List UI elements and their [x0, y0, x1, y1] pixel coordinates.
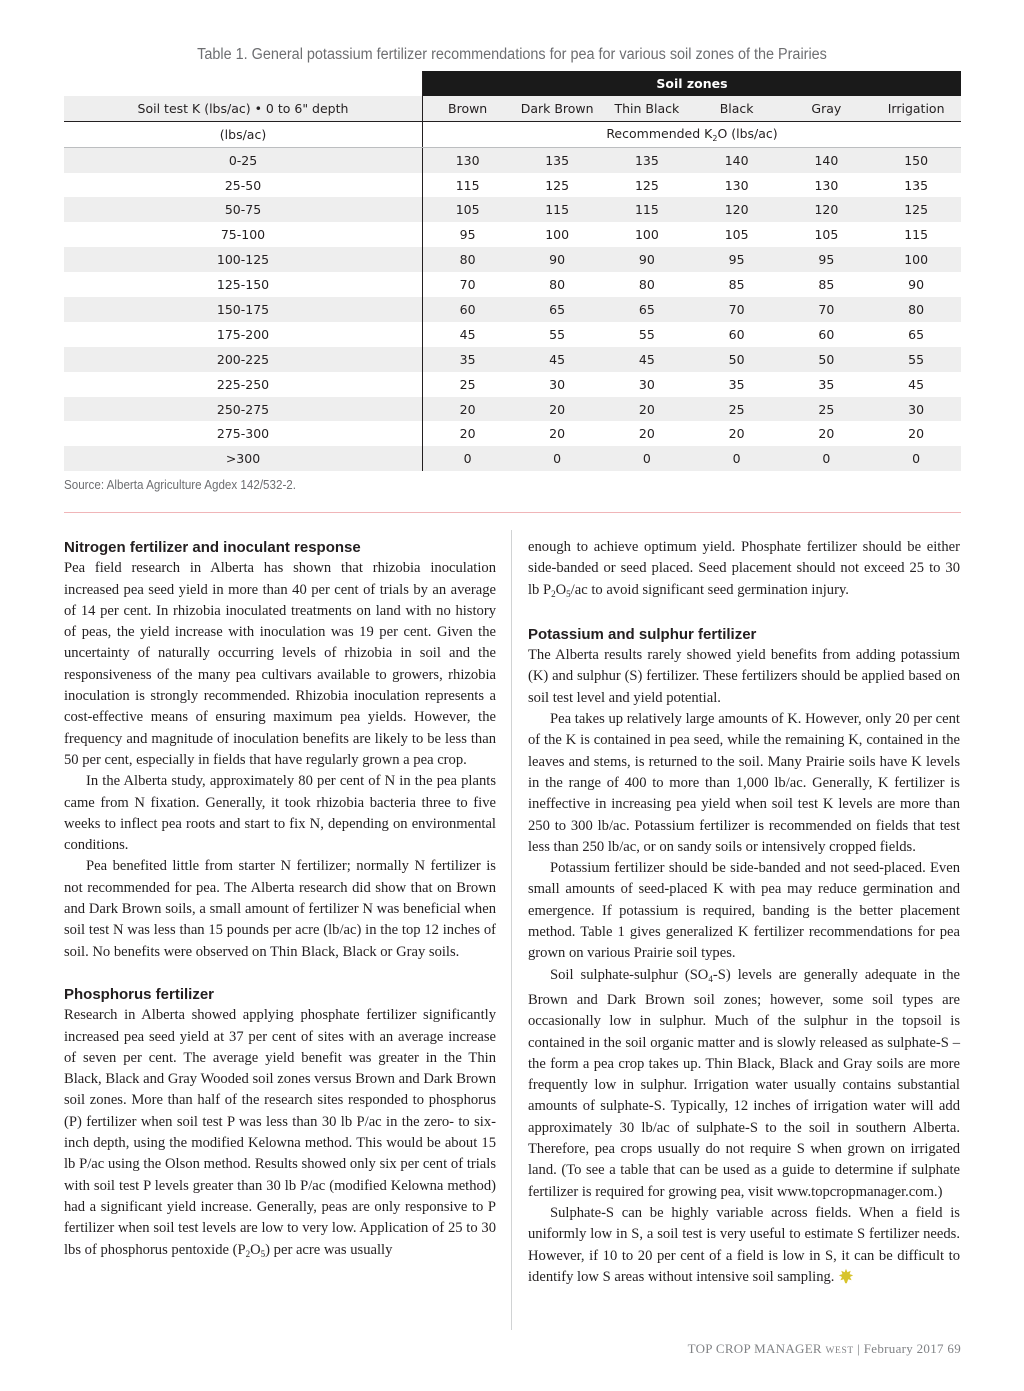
phosphorus-text-c: ) per acre was usually: [265, 1241, 393, 1258]
blank-corner: [64, 71, 423, 96]
sulphur-paragraph-1: [528, 965, 960, 1203]
recommendation-cell: 65: [512, 297, 602, 322]
recommendation-cell: 35: [728, 376, 745, 392]
recommendation-cell: 20: [908, 426, 925, 442]
recommendation-cell: 130: [423, 147, 513, 172]
soil-test-range: 50-75: [64, 197, 423, 222]
table-row: [64, 347, 961, 372]
recommendation-cell: 140: [782, 147, 872, 172]
recommendation-cell: 85: [728, 277, 745, 293]
recommendation-cell: 30: [638, 376, 655, 392]
units-left: (lbs/ac): [64, 121, 423, 147]
col-header-irrigation: Irrigation: [871, 96, 961, 121]
table-row: [64, 147, 961, 172]
recommendation-cell: 135: [602, 147, 692, 172]
table-row: [64, 446, 961, 471]
recommendation-cell: 95: [692, 247, 782, 272]
page-footer: [688, 1341, 961, 1357]
soil-test-range: >300: [64, 446, 423, 471]
recommendation-cell: 55: [549, 326, 566, 342]
recommendation-cell: 20: [728, 426, 745, 442]
recommendation-cell: 115: [512, 197, 602, 222]
recommendation-cell: 100: [634, 227, 659, 243]
phosphorus-continuation: [528, 537, 960, 605]
recommendation-cell: 0: [602, 446, 692, 471]
col-header-dark-brown: Dark Brown: [512, 96, 602, 121]
soil-test-range: 175-200: [64, 322, 423, 347]
table-row: [64, 197, 961, 222]
recommendation-cell: 20: [638, 426, 655, 442]
soil-test-range: 75-100: [64, 222, 423, 247]
recommendation-cell: 50: [782, 347, 872, 372]
units-row: [64, 121, 961, 147]
col-header-thin-black: Thin Black: [602, 96, 692, 121]
soil-test-range: 0-25: [64, 147, 423, 172]
potassium-paragraph-2: Pea takes up relatively large amounts of K. However, only 20 per cent of the K is contained in pea seed, while the remaining K, contained in the leaves and stems, is returned to the soil. Many Prairie soils have K levels in the range of 400 to more than 1,000 lb/ac. Generally, K fertilizer is ineffective in increasing pea yield when soil test K levels are more than 250 to 300 lb/ac. Potassium fertilizer is recommended on fields that test less than 250 lb/ac, or on sandy soils or intensively cropped fields.: [528, 711, 960, 855]
recommendation-cell: 60: [728, 326, 745, 342]
soil-zones-heading: Soil zones: [423, 71, 962, 96]
recommendation-cell: 90: [602, 247, 692, 272]
soil-zones-header-row: [64, 71, 961, 96]
recommendation-cell: 140: [692, 147, 782, 172]
recommendation-cell: 70: [782, 297, 872, 322]
recommendation-cell: 135: [512, 147, 602, 172]
table-row: [64, 173, 961, 198]
footer-edition: WEST: [825, 1346, 854, 1356]
recommendation-cell: 65: [602, 297, 692, 322]
recommendation-cell: 0: [782, 446, 872, 471]
recommendation-cell: 70: [459, 277, 476, 293]
column-header-row: [64, 96, 961, 121]
table-row: [64, 397, 961, 422]
recommendation-cell: 80: [871, 297, 961, 322]
phosphorus-sub-b: 5: [260, 1248, 266, 1259]
recommendation-cell: 25: [692, 397, 782, 422]
recommendation-cell: 105: [423, 197, 513, 222]
leaf-end-mark-icon: [838, 1268, 854, 1284]
phos-cont-text-a: enough to achieve optimum yield. Phosphate fertilizer should be either side-banded or seed placed. Seed placement should not exceed 25 to 30 lb P: [528, 539, 960, 598]
recommendation-cell: 45: [602, 347, 692, 372]
potassium-paragraph-3: Potassium fertilizer should be side-banded and not seed-placed. Even small amounts of seed-placed K with pea may reduce germination and emergence. If potassium is required, banding is the better placement method. Table 1 gives generalized K fertilizer recommendations for pea grown on various Prairie soil types.: [528, 860, 960, 962]
soil-test-range: 125-150: [64, 272, 423, 297]
table-row: [64, 372, 961, 397]
recommendation-cell: 20: [602, 397, 692, 422]
recommendation-cell: 100: [871, 247, 961, 272]
potassium-recommendation-table: [64, 71, 961, 471]
footer-issue: | February 2017: [857, 1341, 944, 1356]
recommendation-cell: 0: [423, 446, 513, 471]
soil-test-range: 100-125: [64, 247, 423, 272]
recommendation-cell: 0: [871, 446, 961, 471]
recommendation-cell: 0: [692, 446, 782, 471]
table-row: [64, 297, 961, 322]
table-row: [64, 322, 961, 347]
potassium-heading: Potassium and sulphur fertilizer: [528, 625, 757, 643]
recommendation-cell: 0: [512, 446, 602, 471]
recommendation-cell: 90: [512, 247, 602, 272]
soil-test-range: 200-225: [64, 347, 423, 372]
recommendation-cell: 60: [423, 297, 513, 322]
phosphorus-heading: Phosphorus fertilizer: [64, 985, 215, 1003]
table-row: [64, 421, 961, 446]
recommendation-cell: 20: [549, 426, 566, 442]
footer-page-number: 69: [947, 1341, 961, 1356]
nitrogen-paragraph-1: Pea field research in Alberta has shown that rhizobia inoculation increased pea seed yield in more than 40 per cent of trials by an average of 14 per cent. In rhizobia inoculated treatments on land with no history of peas, the yield increase with inoculation was 19 per cent. Given the uncertainty of naturally occurring levels of rhizobia in soil and the responsiveness of the many pea cultivars available to growers, rhizobia inoculation is strongly recommended. Rhizobia inoculation represents a cost-effective means of ensuring maximum pea yields. However, the frequency and magnitude of inoculation benefits are likely to be less than 50 per cent, especially in fields that have regularly grown a pea crop.: [64, 560, 496, 768]
sulphur-paragraph-2: [528, 1203, 960, 1288]
row-header-label: Soil test K (lbs/ac) • 0 to 6" depth: [64, 96, 423, 121]
recommendation-cell: 45: [908, 376, 925, 392]
table-row: [64, 272, 961, 297]
recommendation-cell: 105: [724, 227, 749, 243]
footer-magazine: TOP CROP MANAGER: [687, 1341, 822, 1356]
recommendation-cell: 60: [818, 326, 835, 342]
recommendation-cell: 125: [545, 177, 570, 193]
recommendation-cell: 120: [692, 197, 782, 222]
recommendation-cell: 25: [782, 397, 872, 422]
phos-cont-sub-b: 5: [566, 588, 571, 599]
recommendation-cell: 80: [423, 247, 513, 272]
recommendation-cell: 20: [423, 397, 513, 422]
recommendation-cell: 35: [818, 376, 835, 392]
column-divider: [511, 530, 512, 1330]
units-right-sub: 2: [712, 133, 718, 143]
recommendation-cell: 125: [871, 197, 961, 222]
nitrogen-paragraph-3: Pea benefited little from starter N fertilizer; normally N fertilizer is not recommended for pea. The Alberta research did show that on Brown and Dark Brown soils, a small amount of fertilizer N was beneficial when soil test N was less than 15 pounds per acre (lb/ac) in the top 12 inches of soil. No benefits were observed on Thin Black, Black or Gray soils.: [64, 858, 496, 960]
recommendation-cell: 150: [871, 147, 961, 172]
table-row: [64, 222, 961, 247]
sulphur-text-b: -S) levels are generally adequate in the Brown and Dark Brown soil zones; however, some soil types are occasionally low in sulphur. Much of the sulphur in the topsoil is contained in the soil organic matter and is slowly released as sulphate-S – the form a pea crop takes up. Thin Black, Black and Gray soils are more frequently low in sulphur. Irrigation water usually contains substantial amounts of sulphate-S. Typically, 12 inches of irrigation water will add approximately 30 lb/ac of sulphate-S to the soil in southern Alberta. Therefore, pea crops usually do not require S when grown on irrigated land. (To see a table that can be used as a guide to determine if sulphate fertilizer is required for growing pea, visit www.topcropmanager.com.): [528, 966, 960, 1200]
soil-test-range: 225-250: [64, 372, 423, 397]
recommendation-cell: 90: [908, 277, 925, 293]
nitrogen-heading: Nitrogen fertilizer and inoculant response: [64, 539, 361, 556]
recommendation-cell: 115: [904, 227, 929, 243]
section-divider: [64, 512, 961, 513]
table-source: Source: Alberta Agriculture Agdex 142/532-2.: [64, 478, 297, 492]
sulphur-text-c: Sulphate-S can be highly variable across fields. When a field is uniformly low in S, a soil test is very useful to estimate S fertilizer needs. However, if 10 to 20 per cent of a field is low in S, it can be difficult to identify low S areas without intensive soil sampling.: [528, 1204, 960, 1285]
recommendation-cell: 30: [549, 376, 566, 392]
recommendation-cell: 70: [692, 297, 782, 322]
recommendation-cell: 95: [459, 227, 476, 243]
recommendation-cell: 105: [814, 227, 839, 243]
recommendation-cell: 30: [871, 397, 961, 422]
recommendation-cell: 45: [459, 326, 476, 342]
recommendation-cell: 35: [423, 347, 513, 372]
recommendation-cell: 130: [724, 177, 749, 193]
recommendation-cell: 55: [871, 347, 961, 372]
nitrogen-paragraph-2: In the Alberta study, approximately 80 per cent of N in the pea plants came from N fixation. Generally, it took rhizobia bacteria three to five weeks to inflect pea roots and start to fix N, depending on environmental conditions.: [64, 773, 496, 854]
recommendation-cell: 50: [692, 347, 782, 372]
left-column: [64, 537, 496, 1265]
soil-test-range: 25-50: [64, 173, 423, 198]
recommendation-cell: 130: [814, 177, 839, 193]
units-right-post: O (lbs/ac): [717, 125, 778, 141]
sulphur-text-a: Soil sulphate-sulphur (SO: [550, 966, 709, 983]
phos-cont-sub-a: 2: [551, 588, 556, 599]
recommendation-cell: 45: [512, 347, 602, 372]
phosphorus-sub-a: 2: [245, 1248, 251, 1259]
soil-test-range: 150-175: [64, 297, 423, 322]
col-header-gray: Gray: [782, 96, 872, 121]
recommendation-cell: 20: [459, 426, 476, 442]
phosphorus-paragraph-1: [64, 1005, 496, 1265]
right-column: [528, 537, 960, 1288]
recommendation-cell: 80: [638, 277, 655, 293]
phos-cont-text-b: O: [555, 581, 567, 598]
recommendation-cell: 55: [638, 326, 655, 342]
recommendation-cell: 95: [782, 247, 872, 272]
recommendation-cell: 120: [782, 197, 872, 222]
recommendation-cell: 80: [549, 277, 566, 293]
recommendation-cell: 115: [602, 197, 692, 222]
recommendation-cell: 125: [634, 177, 659, 193]
recommendation-cell: 25: [459, 376, 476, 392]
recommendation-cell: 100: [545, 227, 570, 243]
soil-test-range: 250-275: [64, 397, 423, 422]
phosphorus-text-a: Research in Alberta showed applying phosphate fertilizer significantly increased pea seed yield at 37 per cent of sites with an average increase of seven per cent. The average yield benefit was greater in the Thin Black, Black and Gray Wooded soil zones versus Brown and Dark Brown soil zones. More than half of the research sites responded to phosphorus (P) fertilizer when soil test P was less than 30 lb P/ac in the zero- to six-inch depth, using the modified Kelowna method. This would be about 15 lb P/ac using the Olson method. Results showed only six per cent of trials with soil test P levels greater than 30 lb P/ac (modified Kelowna method) had a significant yield increase. Generally, peas are only responsive to P fertilizer when soil test levels are low to very low. Application of 25 to 30 lbs of phosphorus pentoxide (P: [64, 1007, 496, 1258]
units-right-pre: Recommended K: [606, 125, 713, 141]
table-row: [64, 247, 961, 272]
recommendation-cell: 20: [818, 426, 835, 442]
recommendation-cell: 135: [904, 177, 929, 193]
recommendation-cell: 20: [512, 397, 602, 422]
units-right: [423, 121, 962, 147]
col-header-brown: Brown: [423, 96, 513, 121]
sulphur-sub: 4: [708, 973, 713, 984]
potassium-paragraph-1: The Alberta results rarely showed yield benefits from adding potassium (K) and sulphur (S) fertilizer. These fertilizers should be applied based on soil test level and yield potential.: [528, 647, 960, 706]
recommendation-cell: 115: [455, 177, 480, 193]
recommendation-cell: 65: [908, 326, 925, 342]
phosphorus-text-b: O: [250, 1241, 261, 1258]
soil-test-range: 275-300: [64, 421, 423, 446]
table-title: Table 1. General potassium fertilizer recommendations for pea for various soil zones of the Prairies: [197, 46, 827, 63]
recommendation-cell: 85: [818, 277, 835, 293]
phos-cont-text-c: /ac to avoid significant seed germination injury.: [570, 581, 849, 598]
col-header-black: Black: [692, 96, 782, 121]
